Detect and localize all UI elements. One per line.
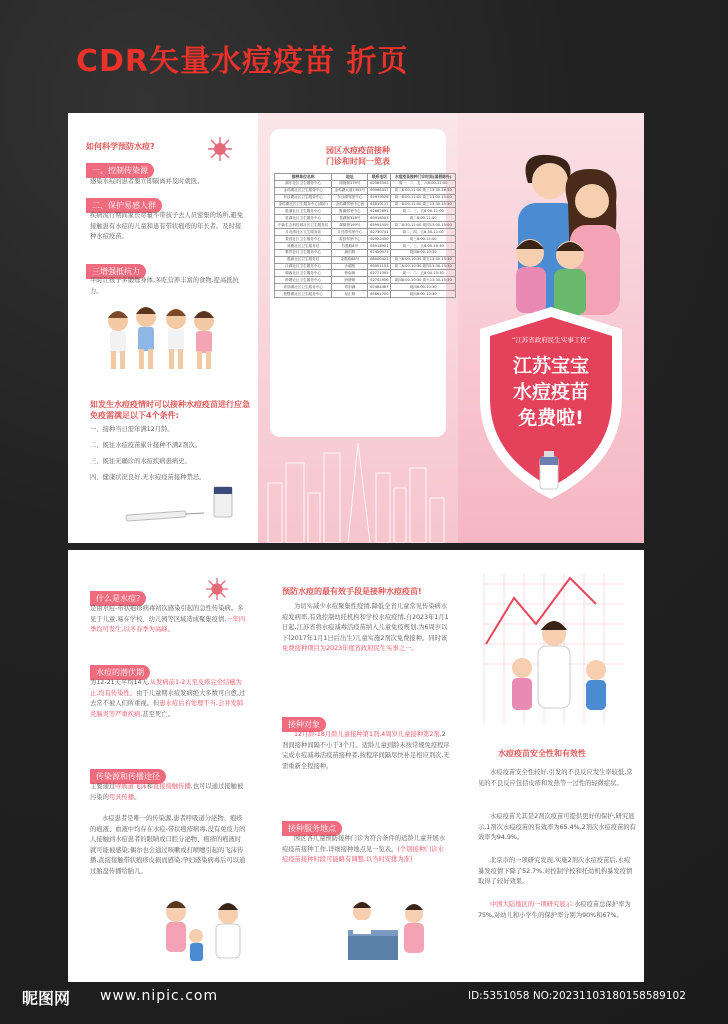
- schedule-cell: 金鸡湖大道1355号: [332, 187, 368, 194]
- schedule-title-line2: 门诊和时间一览表: [326, 157, 390, 166]
- schedule-row: [275, 222, 456, 229]
- site-logo: 昵图网: [22, 989, 71, 1008]
- schedule-cell: 周四8:00-10:30: [391, 249, 456, 256]
- vaccine-vial-syringe-icon: [116, 483, 246, 533]
- schedule-cell: 周一、二、五、六8:00-11:00: [391, 180, 456, 187]
- schedule-row: [275, 187, 456, 194]
- schedule-header: 接种单位名称: [275, 174, 332, 181]
- service-location-heading: 接种服务地点: [282, 821, 342, 836]
- schedule-header: 水痘疫苗接种门诊时间(国假除外): [391, 174, 456, 181]
- children-illustration: [96, 303, 226, 383]
- schedule-cell: 65861700: [368, 291, 391, 298]
- efficacy-text: 水痘疫苗尤其是2剂次疫苗可提供更好的保护,研究显示,1剂次水痘疫苗的有效率为65.4%,2剂次水痘疫苗的有效率为94.9%。: [478, 813, 636, 841]
- policy-body: 为切实减少水痘聚集性疫情,降低全省儿童常见传染病水痘发病率,有效控制幼托机构和学校水痘疫情,自2023年1月1日起,江苏省将水痘减毒活疫苗纳入儿童免疫规划,为6周岁以下(2017年1月1日后出生)儿童实施2剂次免费接种。同时该: [282, 603, 449, 642]
- schedule-cell: 胜浦社区卫生服务站: [275, 256, 332, 263]
- location-text: [282, 834, 450, 866]
- site-url[interactable]: www.nipic.com: [100, 988, 219, 1004]
- shield-headline: [484, 353, 618, 431]
- schedule-cell: 金胜路88号: [332, 256, 368, 263]
- schedule-cell: 娄葑社区卫生服务中心: [275, 236, 332, 243]
- doctor-child-illustration: [148, 892, 258, 972]
- schedule-cell: 沙湖苑: [332, 263, 368, 270]
- schedule-cell: 金鸡湖社区卫生服务中心(湖东): [275, 201, 332, 208]
- schedule-row: [275, 236, 456, 243]
- schedule-cell: 跨塘街: [332, 277, 368, 284]
- incubation-highlight2: 患水痘后若处理不当,会并发肺炎脑炎等严重疾病,: [90, 700, 244, 718]
- schedule-header: 联系电话: [368, 174, 391, 181]
- schedule-cell: 62882891: [368, 208, 391, 215]
- schedule-cell: 62771005: [368, 270, 391, 277]
- schedule-cell: 周四8:00-10:30 周六13:30-15:30: [391, 277, 456, 284]
- schedule-cell: 62585543: [368, 180, 391, 187]
- schedule-header: 地址: [332, 174, 368, 181]
- schedule-cell: 苏胜路8号: [332, 242, 368, 249]
- panel-schedule: [258, 113, 458, 543]
- schedule-cell: 周一、三、五8:00-10:30: [391, 242, 456, 249]
- target-body: 2剂间接种间隔不小于3个月。适龄儿童到龄未按常规免疫程序完成水痘减毒活疫苗接种者,按程序间隔尽快补足相应剂次,无需重新全程接种。: [282, 731, 450, 770]
- schedule-table-wrap: [274, 173, 456, 298]
- schedule-cell: 斜塘社区卫生服务站: [275, 242, 332, 249]
- schedule-title: [318, 145, 398, 167]
- schedule-row: [275, 249, 456, 256]
- incubation-body2: 由于儿童期水痘发病绝大多数可自愈,过去常不被人们所重视。但: [90, 689, 246, 707]
- vaccine-bottle-icon: [534, 449, 564, 491]
- schedule-cell: 浦田路: [332, 249, 368, 256]
- trans-b: 呼吸道飞沫: [115, 783, 147, 790]
- schedule-cell: 69968337: [368, 187, 391, 194]
- what-is-varicella: 什么是水痘?: [90, 591, 146, 606]
- schedule-cell: 67420071: [368, 249, 391, 256]
- china-study-body: 水痘疫苗总保护率为75%,对幼儿和小学生的保护率分别为90%和67%。: [478, 901, 631, 919]
- incubation-body3: 甚至死亡。: [142, 710, 174, 718]
- china-study-text: [478, 900, 636, 921]
- schedule-cell: 南施街179号: [332, 180, 368, 187]
- schedule-cell: 星湖社区卫生服务中心: [275, 215, 332, 222]
- headline-line1: 江苏宝宝: [512, 355, 589, 377]
- schedule-cell: 周三8:00-11:00: [391, 236, 456, 243]
- schedule-cell: 钟南街: [332, 270, 368, 277]
- schedule-cell: 唯亭社区卫生服务中心: [275, 249, 332, 256]
- schedule-cell: 湖东社区卫生服务中心: [275, 180, 332, 187]
- schedule-cell: 青剑湖: [332, 284, 368, 291]
- trans-g: 。: [134, 793, 141, 801]
- trans-e: ,也可以通过接触被污染的: [90, 783, 244, 801]
- condition-4: 四、健康状况良好,无水痘疫苗接种禁忌。: [90, 474, 206, 481]
- virus-icon: [204, 576, 230, 602]
- schedule-cell: 周三8:00-10:30 周五13:30-15:30: [391, 256, 456, 263]
- schedule-cell: 东沙湖社区卫生服务中心: [275, 194, 332, 201]
- protect-text: 疾病流行期间家长尽量不带孩子去人员密集的场所,避免接触患有水痘的儿童和患有带状疱疹的年长者。及时接种水痘疫苗。: [90, 212, 244, 240]
- schedule-cell: 周二、三、五8:00-11:00: [391, 208, 456, 215]
- prevention-question: 如何科学预防水痘?: [86, 142, 155, 151]
- panel-safety: [458, 550, 644, 982]
- policy-text: [282, 602, 450, 655]
- schedule-row: [275, 180, 456, 187]
- trans-c: 和: [146, 783, 153, 790]
- section-resistance: 三增强抵抗力: [86, 264, 146, 279]
- schedule-cell: 胜浦邻里中心: [332, 208, 368, 215]
- schedule-row: [275, 194, 456, 201]
- schedule-cell: 周二8:00-11:00: [391, 215, 456, 222]
- schedule-cell: 青剑湖社区卫生服务中心: [275, 284, 332, 291]
- panel-vaccination: [258, 550, 458, 982]
- trans-d: 直接接触传播: [152, 783, 191, 790]
- incubation-highlight: 从发病前1-2天至皮疹完全结痂为止,均有传染性。: [90, 679, 242, 697]
- schedule-title-line1: 园区水痘疫苗接种: [326, 146, 390, 155]
- schedule-cell: 周一、二、五8:00-10:30: [391, 270, 456, 277]
- schedule-cell: 胜浦社区卫生服务中心: [275, 208, 332, 215]
- schedule-cell: 周二8:30-11:00 周四13:00-15:00: [391, 222, 456, 229]
- schedule-cell: 65810117: [368, 201, 391, 208]
- control-source-text: 感染水痘的患者要立即隔离并及时就医。: [90, 178, 204, 185]
- target-text: [282, 730, 450, 772]
- section-protect: 二、保护易感人群: [86, 198, 162, 213]
- prevention-headline: 预防水痘的最有效手段是接种水痘疫苗!: [282, 587, 422, 596]
- schedule-row: [275, 284, 456, 291]
- safety-heading: 水痘疫苗安全性和有效性: [498, 749, 586, 758]
- panel-about-varicella: [68, 550, 258, 982]
- condition-1: 一、接种当日需年满12月龄。: [90, 426, 174, 433]
- virus-icon: [206, 135, 234, 163]
- shield-ribbon: “江苏省政府民生实事工程”: [511, 336, 591, 344]
- schedule-row: [275, 256, 456, 263]
- schedule-row: [275, 215, 456, 222]
- schedule-cell: 周一8:00-11:00 周三13:00-15:00: [391, 194, 456, 201]
- what-is-body: 是由水痘-带状疱疹病毒初次感染引起的急性传染病。多见于儿童,易在学校、幼儿园等区域造成聚集疫情,: [90, 605, 244, 623]
- schedule-table: [274, 173, 456, 298]
- schedule-row: [275, 229, 456, 236]
- schedule-cell: 65918503: [368, 215, 391, 222]
- incubation-heading: 水痘的潜伏期: [90, 665, 150, 680]
- transmission-detail: 水痘患者是唯一的传染源,患者呼吸道分泌物、疱疹的疱液、血液中均存在水痘-带状疱疹病毒,没有免疫力的人接触到水痘患者的眼睛或口腔分泌物、疱疹的疱液时就可能被感染;偶尔也会通过咳嗽或打喷嚏引起的飞沫传播,直接接触带状疱疹皮损而感染;孕妇感染病毒后可以通过胎盘传播给胎儿。: [90, 815, 246, 875]
- schedule-cell: 周二8:00-10:30 周四13:30-15:30: [391, 263, 456, 270]
- transmission-heading: 传染源和传播途径: [90, 769, 166, 784]
- trans-f: 用具传播: [108, 793, 135, 801]
- panel-cover: [458, 113, 644, 543]
- doctor-chart-illustration: [474, 564, 630, 744]
- policy-highlight: 免费接种项目为2023年度省政府民生实事之一。: [282, 645, 418, 652]
- schedule-cell: 翠微街199号: [332, 222, 368, 229]
- condition-2: 二、既往水痘疫苗累计接种不满2剂次。: [90, 442, 202, 449]
- schedule-cell: 东沙湖邻里中心: [332, 194, 368, 201]
- schedule-cell: 68000423: [368, 256, 391, 263]
- schedule-cell: 65918901: [368, 242, 391, 249]
- schedule-cell: 67484487: [368, 284, 391, 291]
- schedule-row: [275, 208, 456, 215]
- schedule-cell: 周四8:00-10:30: [391, 291, 456, 298]
- schedule-row: [275, 242, 456, 249]
- schedule-row: [275, 291, 456, 298]
- beijing-study-text: 北京市的一项研究发现,实施2剂次水痘疫苗后,水痘暴发疫情下降了52.7%,对控制学校和托幼机构暴发疫情取得了较好效果。: [478, 857, 633, 885]
- schedule-row: [275, 277, 456, 284]
- resistance-text: 平时让孩子多锻炼身体,多吃营养丰富的食物,提高抵抗力。: [90, 277, 239, 295]
- schedule-cell: 金鸡湖邻里中心西: [332, 201, 368, 208]
- conditions-heading: 如发生水痘疫情时可以接种水痘疫苗进行应急免疫需满足以下4个条件:: [90, 400, 250, 420]
- condition-3: 三、既往无确诊的水痘疾病患病史。: [90, 458, 191, 465]
- schedule-cell: 跨塘社区卫生服务中心: [275, 277, 332, 284]
- headline-line3: 免费啦!: [518, 407, 584, 429]
- schedule-cell: 65979526: [368, 194, 391, 201]
- schedule-cell: 62741906: [368, 277, 391, 284]
- incubation-text: [90, 678, 246, 720]
- schedule-cell: 周二、四、五8:30-11:00: [391, 229, 456, 236]
- what-is-highlight: 一年四季均可发生,以冬春季为高峰。: [90, 615, 246, 633]
- banner-title: CDR矢量水痘疫苗 折页: [76, 44, 409, 79]
- schedule-cell: 周二8:00-11:00 周三13:30-16:30: [391, 187, 456, 194]
- schedule-cell: 沙湖社区卫生服务中心: [275, 263, 332, 270]
- schedule-cell: 62522450: [368, 236, 391, 243]
- target-highlight: 12月龄-18月龄儿童接种第1剂,4周岁儿童接种第2剂,: [294, 731, 442, 738]
- schedule-cell: 月亮湾社区卫生服务站: [275, 229, 332, 236]
- location-highlight: (个别接种门诊水痘疫苗接种时段可能略有调整,以当时安排为准): [282, 845, 444, 863]
- schedule-cell: 周一8:00-11:00 周三13:30-15:30: [391, 201, 456, 208]
- schedule-cell: 中新生态科技城社区卫生服务站: [275, 222, 332, 229]
- section-control-source: 一、控制传染源: [86, 163, 154, 178]
- city-skyline-illustration: [258, 423, 458, 543]
- schedule-cell: 65991559: [368, 222, 391, 229]
- transmission-text: [90, 782, 246, 803]
- schedule-cell: 星汇路: [332, 291, 368, 298]
- location-body: 园区各儿童预防接种门诊为符合条件的适龄儿童开展水痘疫苗接种工作,详细接种地点见一览表。: [282, 835, 446, 853]
- headline-line2: 水痘疫苗: [512, 381, 589, 403]
- target-heading: 接种对象: [282, 717, 326, 732]
- china-study-highlight: 中国大陆地区的一项研究显示:: [490, 901, 574, 908]
- image-id: ID:5351058 NO:20231103180158589102: [468, 990, 686, 1002]
- schedule-row: [275, 270, 456, 277]
- safety-text: 水痘疫苗安全性较好,引发的不良反应发生率较低,常见的不良反应包括皮疹和发热等一过性的轻微症状。: [478, 769, 633, 787]
- schedule-cell: 65951153: [368, 263, 391, 270]
- schedule-cell: 星湖街328号: [332, 215, 368, 222]
- schedule-cell: 娄葑邻里中心: [332, 236, 368, 243]
- clinic-illustration: [338, 896, 438, 966]
- schedule-cell: 独墅湖社区卫生服务中心: [275, 291, 332, 298]
- schedule-row: [275, 201, 456, 208]
- schedule-cell: 金鸡湖社区卫生服务中心: [275, 187, 332, 194]
- schedule-row: [275, 263, 456, 270]
- schedule-cell: 周四8:00-10:30: [391, 284, 456, 291]
- schedule-cell: 62730741: [368, 229, 391, 236]
- trans-a: 主要通过: [90, 783, 116, 790]
- what-is-text: [90, 604, 246, 636]
- schedule-cell: 湖西社区卫生服务中心: [275, 270, 332, 277]
- panel-prevention: [68, 113, 258, 543]
- incubation-body: 为12-21天平均14天,: [90, 679, 150, 686]
- schedule-cell: 月亮湾邻里中心: [332, 229, 368, 236]
